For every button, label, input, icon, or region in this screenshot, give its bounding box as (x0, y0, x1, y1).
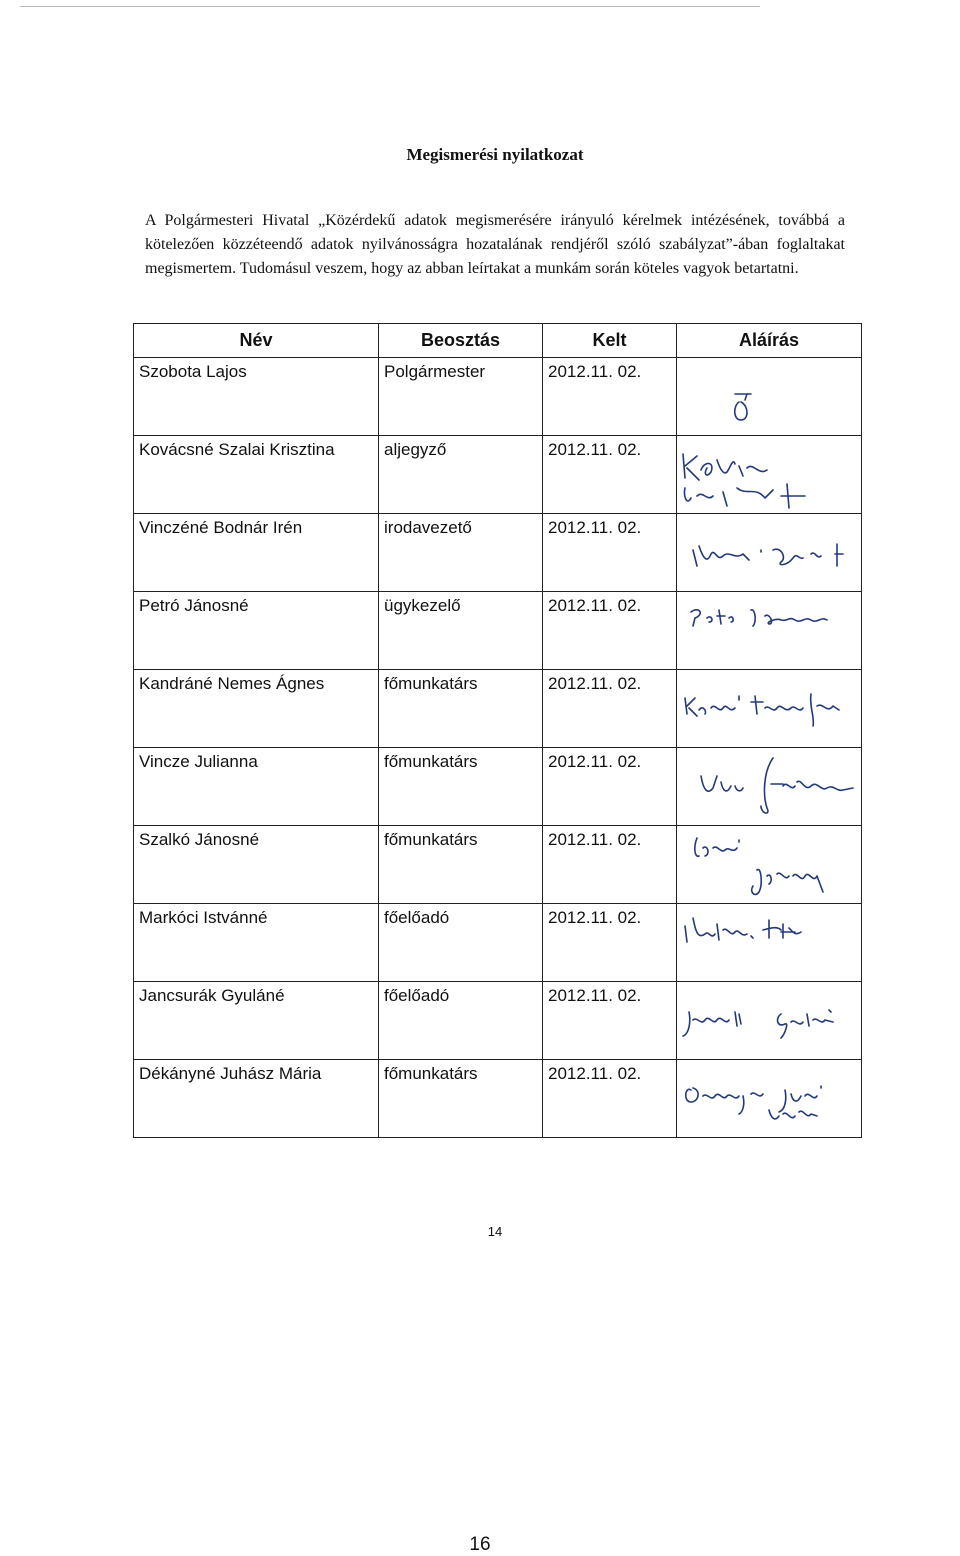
handwritten-signature (677, 592, 862, 665)
cell-date: 2012.11. 02. (543, 670, 677, 748)
cell-date: 2012.11. 02. (543, 982, 677, 1060)
cell-date: 2012.11. 02. (543, 904, 677, 982)
signature-cell (677, 358, 862, 436)
cell-date: 2012.11. 02. (543, 514, 677, 592)
cell-position: ügykezelő (379, 592, 543, 670)
cell-date: 2012.11. 02. (543, 436, 677, 514)
cell-position: főelőadó (379, 904, 543, 982)
table-row (134, 670, 862, 748)
signature-cell (677, 670, 862, 748)
signature-cell (677, 436, 862, 514)
cell-position: főmunkatárs (379, 826, 543, 904)
table-row (134, 1060, 862, 1138)
handwritten-signature (677, 748, 862, 821)
handwritten-signature (677, 436, 862, 509)
table-row (134, 748, 862, 826)
header-position: Beosztás (379, 324, 543, 358)
cell-name: Szalkó Jánosné (134, 826, 379, 904)
table-row (134, 358, 862, 436)
cell-date: 2012.11. 02. (543, 358, 677, 436)
handwritten-signature (677, 514, 862, 587)
cell-name: Petró Jánosné (134, 592, 379, 670)
handwritten-signature (677, 670, 862, 743)
header-signature: Aláírás (677, 324, 862, 358)
cell-name: Dékányné Juhász Mária (134, 1060, 379, 1138)
header-name: Név (134, 324, 379, 358)
cell-position: Polgármester (379, 358, 543, 436)
cell-name: Markóci Istvánné (134, 904, 379, 982)
cell-name: Kovácsné Szalai Krisztina (134, 436, 379, 514)
signature-cell (677, 826, 862, 904)
cell-position: aljegyző (379, 436, 543, 514)
signature-cell (677, 982, 862, 1060)
cell-position: főmunkatárs (379, 1060, 543, 1138)
cell-position: főmunkatárs (379, 670, 543, 748)
cell-position: főmunkatárs (379, 748, 543, 826)
signature-cell (677, 514, 862, 592)
handwritten-signature (677, 982, 862, 1055)
cell-date: 2012.11. 02. (543, 748, 677, 826)
cell-date: 2012.11. 02. (543, 826, 677, 904)
cell-name: Szobota Lajos (134, 358, 379, 436)
cell-name: Vincze Julianna (134, 748, 379, 826)
signature-cell (677, 748, 862, 826)
cell-position: irodavezető (379, 514, 543, 592)
handwritten-signature (677, 358, 862, 431)
declaration-table (133, 323, 862, 1138)
cell-name: Kandráné Nemes Ágnes (134, 670, 379, 748)
cell-name: Vinczéné Bodnár Irén (134, 514, 379, 592)
table-row (134, 592, 862, 670)
cell-name: Jancsurák Gyuláné (134, 982, 379, 1060)
signature-cell (677, 1060, 862, 1138)
table-header-row (134, 324, 862, 358)
signature-cell (677, 904, 862, 982)
table-row (134, 982, 862, 1060)
table-row (134, 436, 862, 514)
handwritten-signature (677, 826, 862, 899)
handwritten-signature (677, 904, 862, 977)
page-number: 16 (469, 1534, 491, 1555)
cell-date: 2012.11. 02. (543, 592, 677, 670)
header-date: Kelt (543, 324, 677, 358)
cell-position: főelőadó (379, 982, 543, 1060)
inner-page-number: 14 (487, 1224, 503, 1239)
handwritten-signature (677, 1060, 862, 1133)
cell-date: 2012.11. 02. (543, 1060, 677, 1138)
document-title: Megismerési nyilatkozat (406, 145, 584, 164)
table-row (134, 514, 862, 592)
signature-cell (677, 592, 862, 670)
table-row (134, 904, 862, 982)
intro-paragraph: A Polgármesteri Hivatal „Közérdekű adatok megismerésére irányuló kérelmek intézésének, továbbá a kötelezően közzéteendő adatok nyilvánosságra hozatalának rendjéről szóló szabályzat”-ában foglaltakat megismertem. Tudomásul veszem, hogy az abban leírtakat a munkám során köteles vagyok betartatni. (145, 212, 845, 277)
scan-top-line (20, 6, 760, 7)
table-row (134, 826, 862, 904)
